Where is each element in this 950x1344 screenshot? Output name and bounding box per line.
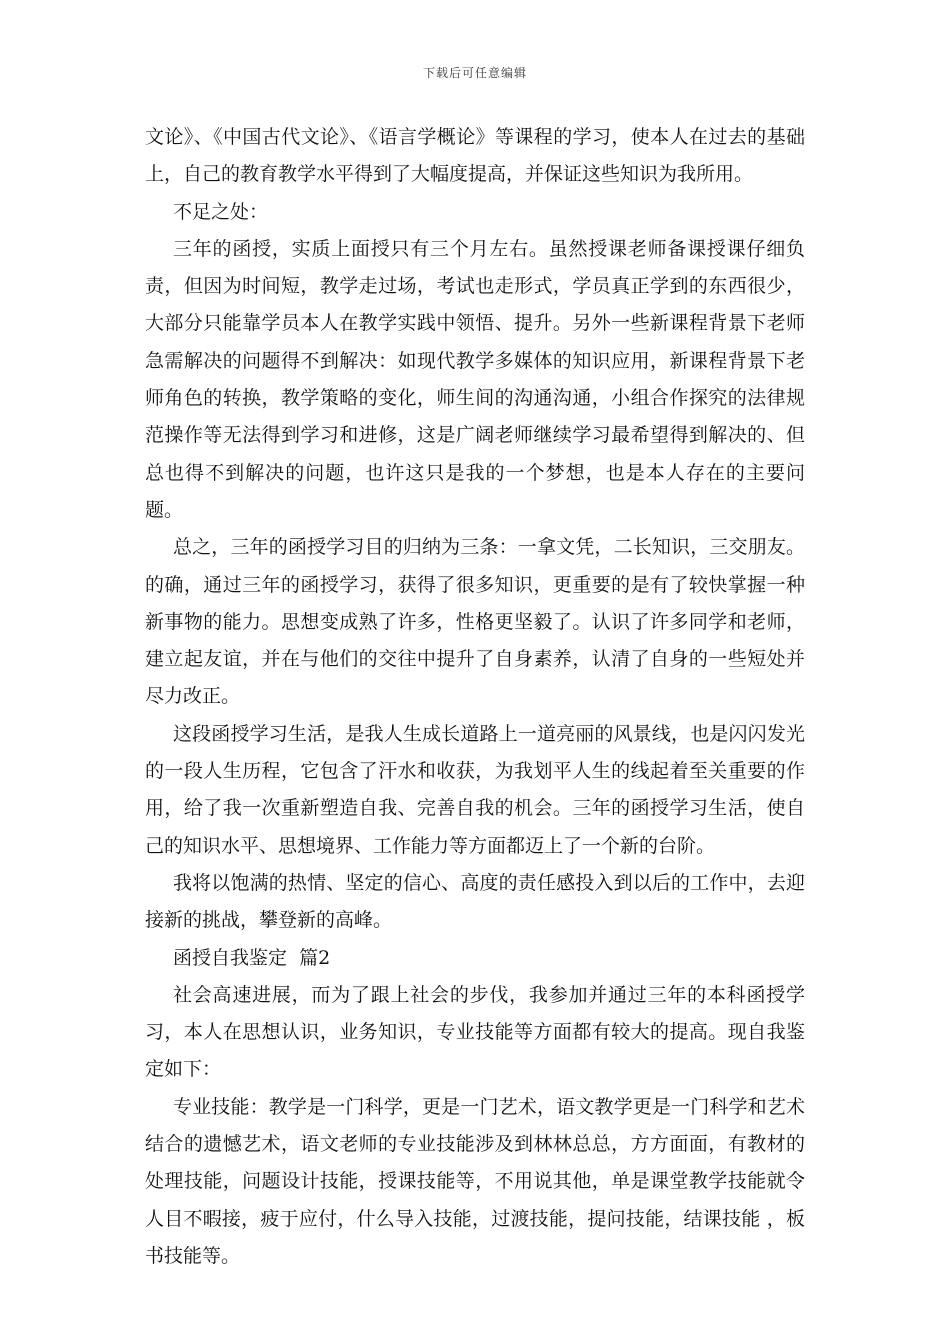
- paragraph: 专业技能：教学是一门科学，更是一门艺术，语文教学更是一门科学和艺术结合的遗憾艺术，语文老师的专业技能涉及到林林总总，方方面面，有教材的处理技能，问题设计技能，授课技能等，不用说其他，单是课堂教学技能就令人目不暇接，疲于应付，什么导入技能，过渡技能，提问技能，结课技能 ，板书技能等。: [145, 1095, 805, 1267]
- paragraph: 不足之处：: [173, 200, 269, 223]
- paragraph: 三年的函授，实质上面授只有三个月左右。虽然授课老师备课授课仔细负责，但因为时间短，教学走过场，考试也走形式，学员真正学到的东西很少，大部分只能靠学员本人在教学实践中领悟、提升。另外一些新课程背景下老师急需解决的问题得不到解决：如现代教学多媒体的知识应用，新课程背景下老师角色的转换，教学策略的变化，师生间的沟通沟通，小组合作探究的法律规范操作等无法得到学习和进修，这是广阔老师继续学习最希望得到解决的、但总也得不到解决的问题，也许这只是我的一个梦想，也是本人存在的主要问题。: [145, 237, 805, 521]
- paragraph: 我将以饱满的热情、坚定的信心、高度的责任感投入到以后的工作中，去迎接新的挑战，攀登新的高峰。: [145, 871, 805, 932]
- document-body: [145, 119, 805, 1275]
- section-heading: 函授自我鉴定 篇2: [173, 946, 331, 969]
- page-header-note: 下载后可任意编辑: [422, 66, 527, 80]
- paragraph: 总之，三年的函授学习目的归纳为三条：一拿文凭，二长知识，三交朋友。的确，通过三年的函授学习，获得了很多知识，更重要的是有了较快掌握一种新事物的能力。思想变成熟了许多，性格更坚毅了。认识了许多同学和老师，建立起友谊，并在与他们的交往中提升了自身素养，认清了自身的一些短处并尽力改正。: [145, 536, 805, 708]
- paragraph: 文论》、《中国古代文论》、《语言学概论》等课程的学习，使本人在过去的基础上，自己的教育教学水平得到了大幅度提高，并保证这些知识为我所用。: [145, 126, 805, 186]
- paragraph: 这段函授学习生活，是我人生成长道路上一道亮丽的风景线，也是闪闪发光的一段人生历程，它包含了汗水和收获，为我划平人生的线起着至关重要的作用，给了我一次重新塑造自我、完善自我的机会。三年的函授学习生活，使自己的知识水平、思想境界、工作能力等方面都迈上了一个新的台阶。: [145, 722, 805, 857]
- paragraph: 社会高速进展，而为了跟上社会的步伐，我参加并通过三年的本科函授学习，本人在思想认识，业务知识，专业技能等方面都有较大的提高。现自我鉴定如下：: [145, 983, 805, 1081]
